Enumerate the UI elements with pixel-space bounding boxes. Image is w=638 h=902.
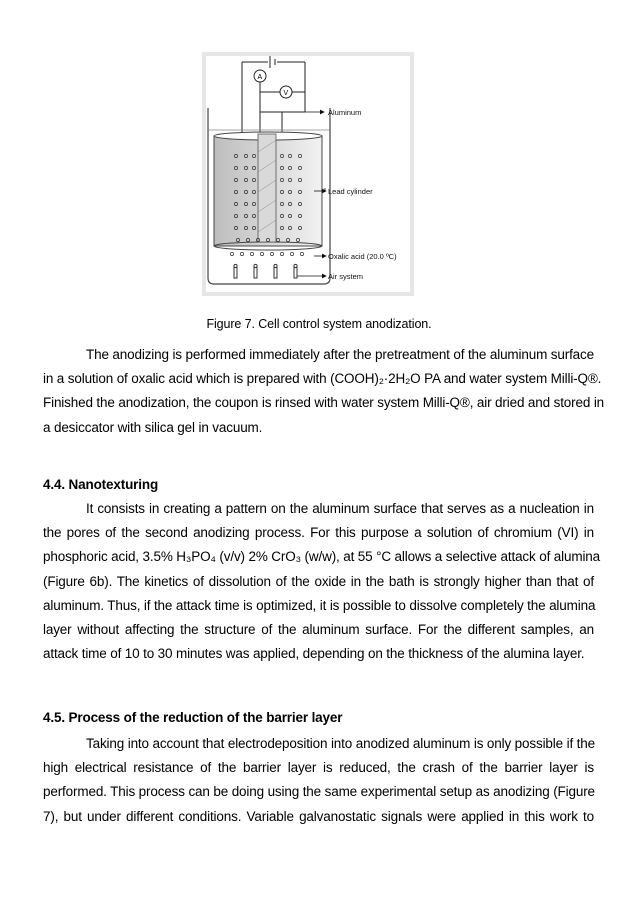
text-line: phosphoric acid, 3.5% H₃PO₄ (v/v) 2% CrO₃ (w/w), at 55 °C allows a selective attack of alumina [43,549,601,565]
text-line: in a solution of oxalic acid which is prepared with (COOH)₂·2H₂O PA and water system Milli-Q®. [43,371,602,387]
text-line: aluminum. Thus, if the attack time is optimized, it is possible to dissolve completely the alumina [43,597,596,613]
text-line: the pores of the second anodizing process. For this purpose a solution of chromium (VI) in [43,525,594,541]
paragraph-anodizing [43,343,605,440]
section-heading-4-5: 4.5. Process of the reduction of the barrier layer [43,710,343,725]
text-line: a desiccator with silica gel in vacuum. [43,419,263,435]
text-line: Taking into account that electrodeposition into anodized aluminum is only possible if the [86,736,595,751]
text-line: 7), but under different conditions. Variable galvanostatic signals were applied in this work to [43,808,594,824]
text-line: layer without affecting the structure of the aluminum surface. For the different samples, an [43,622,594,638]
text-line: Finished the anodization, the coupon is rinsed with water system Milli-Q®, air dried and stored in [43,395,605,411]
text-line: It consists in creating a pattern on the aluminum surface that serves as a nucleation in [86,501,594,516]
figure-caption: Figure 7. Cell control system anodization. [206,317,432,331]
label-air-system: Air system [328,272,364,281]
text-line: performed. This process can be doing using the same experimental setup as anodizing (Figure [43,784,595,800]
label-aluminum: Aluminum [328,108,362,117]
figure-7-diagram [202,52,414,296]
text-line: high electrical resistance of the barrier layer is reduced, the crash of the barrier layer is [43,760,594,776]
anodization-cell-diagram [202,52,414,296]
voltmeter-label: V [283,90,289,97]
text-line: (Figure 6b). The kinetics of dissolution of the oxide in the bath is strongly higher than that of [43,573,594,589]
label-lead-cylinder: Lead cylinder [328,187,373,196]
section-heading-4-4: 4.4. Nanotexturing [43,477,159,492]
text-line: attack time of 10 to 30 minutes was applied, depending on the thickness of the alumina layer. [43,646,585,662]
paragraph-barrier-layer [43,732,594,829]
text-line: The anodizing is performed immediately after the pretreatment of the aluminum surface [86,347,595,362]
paragraph-nanotexturing [43,497,601,666]
ammeter-label: A [257,74,263,81]
label-oxalic-acid: Oxalic acid (20.0 ºC) [328,252,397,261]
